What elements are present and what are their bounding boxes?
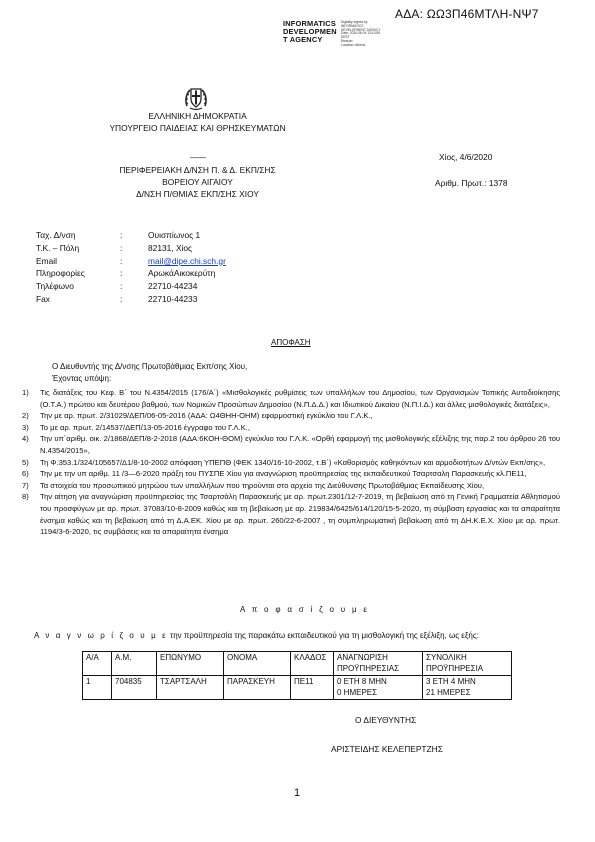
protocol-number: Αριθμ. Πρωτ.: 1378 xyxy=(435,178,508,188)
contact-colon: : xyxy=(120,293,123,304)
contact-row xyxy=(36,229,226,242)
email-link[interactable]: mail@dipe.chi.sch.gr xyxy=(148,255,226,266)
table-cell: ΠΕ11 xyxy=(291,676,334,700)
list-item xyxy=(22,468,562,480)
contact-value: 22710-44233 xyxy=(148,293,198,304)
item-number: 6) xyxy=(22,469,29,479)
item-text: Την με αρ. πρωτ. 2/31029/ΔΕΠ/06-05-2016 (ΑΔΑ: Ω4ΘΗΗ-ΟΗΜ) εφαρμοστική εγκύκλιο του Γ.Λ.Κ., xyxy=(40,411,373,421)
item-text: Τα στοιχεία του προσωπικού μητρώου των υπαλλήλων που τηρούνται στο αρχείο της Διεύθυνσης Πρωτοβάθμιας Εκπαίδευσης Χίου, xyxy=(40,480,485,490)
decision-intro: Ο Διευθυντής της Δ/νσης Πρωτοβάθμιας Εκπ/σης Χίου, xyxy=(52,362,248,371)
ministry-name: ΥΠΟΥΡΓΕΙΟ ΠΑΙΔΕΙΑΣ ΚΑΙ ΘΡΗΣΚΕΥΜΑΤΩΝ xyxy=(109,123,286,134)
contact-row xyxy=(36,267,226,280)
ida-logo-line: T AGENCY xyxy=(283,34,323,44)
contact-colon: : xyxy=(120,281,123,292)
item-text: Την αίτηση για αναγνώριση προϋπηρεσίας της Τσαρτσάλη Παρασκευής με αρ. πρωτ.2301/12-7-2019, τη βεβαίωση από τη Γενική Γραμματεία Αθλητισμού του προσφύγων με αρ. πρωτ. 37083/10-8-2009 καθώς και τη βεβαίωση με αρ. 219834/6425/614/120/15-5-2020, τη σύμβαση εργασίας και τα απαραίτητα ένσημα καθώς και τη βεβαίωση από τη Δ.Α.ΕΚ. Χίου με αρ. πρωτ. 260/22-6-2007 , τη συμπληρωματική βεβαίωση από τη ΔΗ.Κ.Ε.Χ. Χίου με αρ. πρωτ. 1194/3-6-2020, τις συμβάσεις και τα απαραίτητα ένσημα xyxy=(40,492,560,537)
ida-logo-line: INFORMATICS xyxy=(283,19,336,28)
signatory-title: Ο ΔΙΕΥΘΥΝΤΗΣ xyxy=(355,715,417,725)
header-dash: —— xyxy=(190,153,206,162)
table-cell: 3 ΕΤΗ 4 ΜΗΝ 21 ΗΜΕΡΕΣ xyxy=(423,676,512,700)
signature-line: INFORMATICS xyxy=(341,23,364,28)
local-directorate: Δ/ΝΣΗ Π/ΘΜΙΑΣ ΕΚΠ/ΣΗΣ ΧΙΟΥ xyxy=(136,189,259,200)
considerations-heading: Έχοντας υπόψη: xyxy=(52,374,112,383)
table-cell: ΠΑΡΑΣΚΕΥΗ xyxy=(224,676,291,700)
contact-value: ΑρωκάΑικοκερύτη xyxy=(148,268,216,279)
page-number: 1 xyxy=(294,787,301,799)
signature-line: DEVELOPMENT AGENCY xyxy=(341,27,381,32)
contact-value: 82131, Χίος xyxy=(148,243,193,254)
signature-line: Digitally signed by xyxy=(341,20,368,24)
item-number: 1) xyxy=(22,388,29,397)
contact-colon: : xyxy=(120,243,123,254)
contact-label: Πληροφορίες xyxy=(36,268,85,279)
list-item xyxy=(22,422,562,434)
table-cell: ΤΣΑΡΤΣΑΛΗ xyxy=(157,676,224,700)
item-number: 2) xyxy=(22,411,29,421)
item-text: Τη Φ.353.1/324/105657/Δ1/8-10-2002 απόφαση ΥΠΕΠΘ (ΦΕΚ 1340/16-10-2002, τ.Β΄) «Καθορισμός καθηκόντων και αρμοδιοτήτων Δ/ντών Εκπ/σης», xyxy=(40,457,546,467)
contact-label: Email xyxy=(36,255,57,266)
ida-logo-line: DEVELOPMEN xyxy=(283,26,337,36)
item-number: 5) xyxy=(22,457,29,467)
list-item xyxy=(22,480,562,492)
column-header: Α.Μ. xyxy=(112,652,157,676)
recognition-statement xyxy=(34,631,479,640)
considerations-list xyxy=(22,387,562,538)
digital-signature-stamp xyxy=(283,19,393,47)
decision-title: ΑΠΟΦΑΣΗ xyxy=(271,338,311,347)
contact-colon: : xyxy=(120,230,123,241)
signature-line: Date: 2020.06.04 13:10:55 xyxy=(341,31,381,36)
item-text: Την με την υπ αριθμ. 11 /3—6-2020 πράξη του ΠΥΣΠΕ Χίου για αναγνώριση προϋπηρεσίας της εκπαιδευτικού Τσαρτσαλη Παρασκευής κλ.ΠΕ11, xyxy=(40,469,527,479)
column-header: ΕΠΩΝΥΜΟ xyxy=(157,652,224,676)
column-header: ΣΥΝΟΛΙΚΗ ΠΡΟΫΠΗΡΕΣΙΑ xyxy=(423,652,512,676)
recognition-label: Α ν α γ ν ω ρ ί ζ ο υ μ ε xyxy=(34,631,168,640)
item-text: Το με αρ. πρωτ. 2/14537/ΔΕΠ/13-05-2016 έγγραφο του Γ.Λ.Κ., xyxy=(40,422,251,432)
item-text: Την υπ΄αριθμ. οικ. 2/1868/ΔΕΠ/8-2-2018 (ΑΔΑ:6ΚΟΗ-ΘΟΜ) εγκύκλιο του Γ.Λ.Κ. «Ορθή εφαρμογή της μισθολογικής εξέλιξης της παρ.2 του άρθρου 26 του Ν.4354/2015», xyxy=(40,434,560,455)
we-decide-heading: Α π ο φ α σ ί ζ ο υ μ ε xyxy=(240,605,370,614)
signatory-name: ΑΡΙΣΤΕΙΔΗΣ ΚΕΛΕΠΕΡΤΖΗΣ xyxy=(331,744,443,754)
item-number: 8) xyxy=(22,492,29,502)
column-header: Α/Α xyxy=(83,652,112,676)
contact-label: Τηλέφωνο xyxy=(36,281,74,292)
table-cell: 1 xyxy=(83,676,112,700)
list-item xyxy=(22,457,562,469)
column-header: ΟΝΟΜΑ xyxy=(224,652,291,676)
column-header: ΑΝΑΓΝΩΡΙΣΗ ΠΡΟΫΠΗΡΕΣΙΑΣ xyxy=(334,652,423,676)
country-name: ΕΛΛΗΝΙΚΗ ΔΗΜΟΚΡΑΤΙΑ xyxy=(148,111,247,121)
contact-info xyxy=(36,229,226,305)
contact-colon: : xyxy=(120,268,123,279)
list-item xyxy=(22,410,562,422)
recognition-text: την προϋπηρεσία της παρακάτω εκπαιδευτικού για τη μισθολογική της εξέλιξη, ως εξής: xyxy=(170,631,479,640)
table-cell: 0 ΕΤΗ 8 ΜΗΝ 0 ΗΜΕΡΕΣ xyxy=(334,676,423,700)
contact-value: 22710-44234 xyxy=(148,281,198,292)
contact-row xyxy=(36,292,226,305)
signature-details xyxy=(341,21,381,47)
contact-label: Τ.Κ. – Πόλη xyxy=(36,243,80,254)
contact-row xyxy=(36,280,226,293)
item-number: 3) xyxy=(22,422,29,432)
list-item xyxy=(22,387,562,410)
contact-row xyxy=(36,242,226,255)
document-date: Χίος, 4/6/2020 xyxy=(439,152,493,162)
table-cell: 704835 xyxy=(112,676,157,700)
ada-code: ΑΔΑ: ΩΩ3Π46ΜΤΛΗ-ΝΨ7 xyxy=(395,7,539,21)
signature-line: Reason: xyxy=(341,38,354,43)
signature-line: Location: Athens xyxy=(341,42,366,47)
column-header: ΚΛΑΔΟΣ xyxy=(291,652,334,676)
region-name: ΒΟΡΕΙΟΥ ΑΙΓΑΙΟΥ xyxy=(162,177,233,188)
signature-line: EEST xyxy=(341,35,350,40)
item-number: 4) xyxy=(22,434,29,444)
recognition-table xyxy=(82,651,512,700)
contact-colon: : xyxy=(120,255,123,266)
list-item xyxy=(22,491,562,537)
item-text: Τις διατάξεις του Κεφ. Β΄ του Ν.4354/2015 (176/Α΄) «Μισθολογικές ρυθμίσεις των υπαλλήλων του Δημοσίου, των Οργανισμών Τοπικής Αυτοδιοίκησης (Ο.Τ.Α.) πρώτου και δευτέρου βαθμού, των Νομικών Προσώπων Δημοσίου (Ν.Π.Δ.Δ.) και Ιδιωτικού Δικαίου (Ν.Π.Ι.Δ.) και άλλες μισθολογικές διατάξεις», xyxy=(40,388,560,409)
issuer-header xyxy=(80,110,315,134)
contact-label: Ταχ. Δ/νση xyxy=(36,230,76,241)
directorate-header xyxy=(80,164,315,201)
item-number: 7) xyxy=(22,480,29,490)
contact-label: Fax xyxy=(36,293,50,304)
regional-directorate: ΠΕΡΙΦΕΡΕΙΑΚΗ Δ/ΝΣΗ Π. & Δ. ΕΚΠ/ΣΗΣ xyxy=(119,165,276,175)
list-item xyxy=(22,433,562,456)
contact-value: Ουισπίωνος 1 xyxy=(148,230,201,241)
contact-row xyxy=(36,254,226,267)
table-row xyxy=(83,676,512,700)
table-header-row xyxy=(83,652,512,676)
